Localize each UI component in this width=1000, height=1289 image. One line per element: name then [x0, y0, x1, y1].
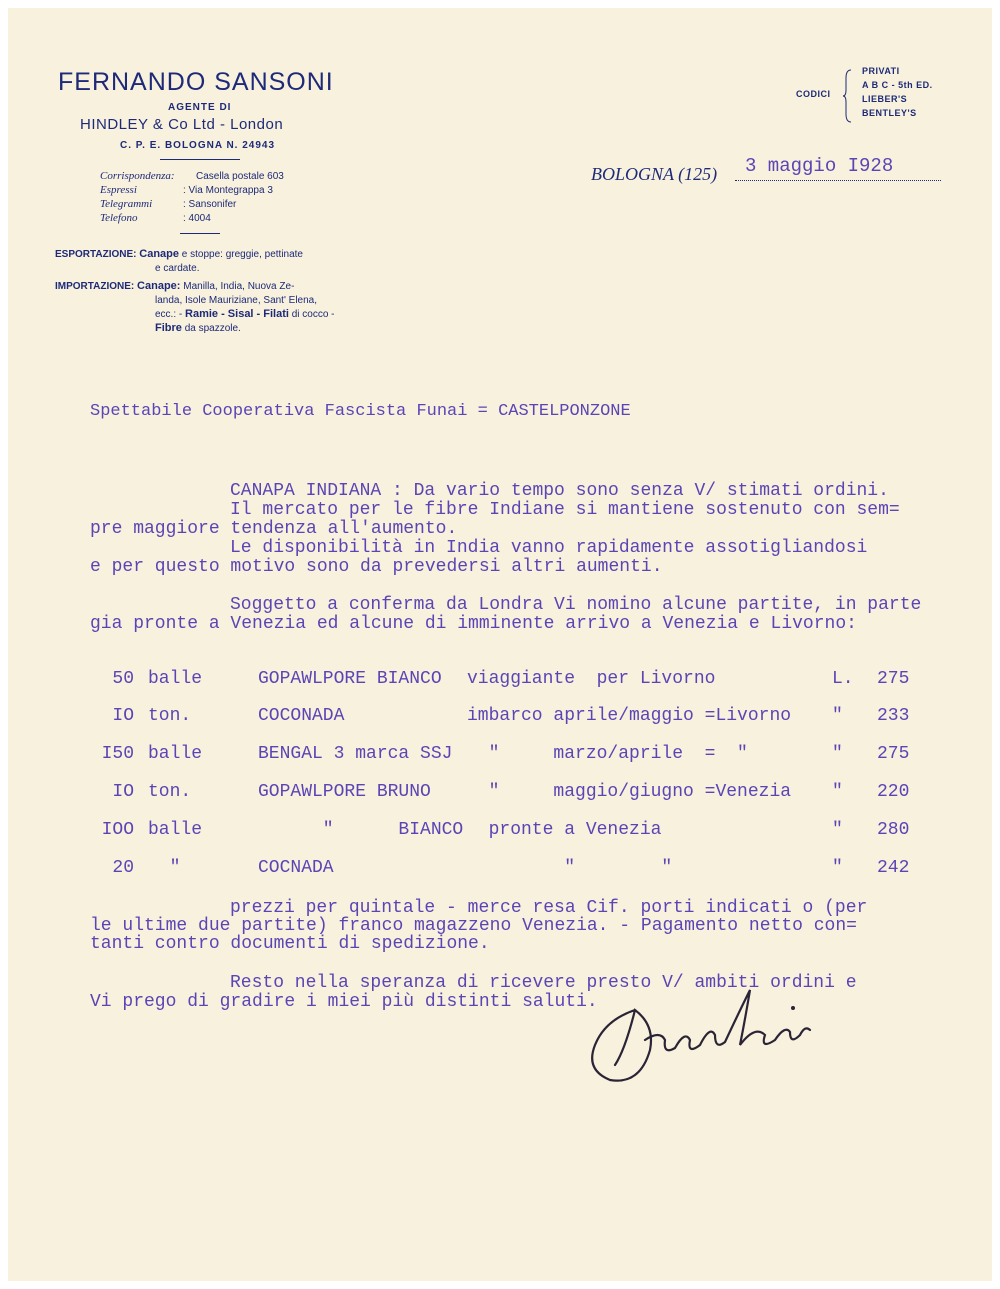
body-line: Le disponibilità in India vanno rapidamente assotigliandosi	[230, 538, 868, 558]
item-shipping: " marzo/aprile = "	[467, 744, 748, 764]
item-currency-mark: L.	[832, 669, 854, 689]
item-qty: IO	[112, 706, 134, 726]
item-price: 220	[877, 782, 910, 802]
letterhead-agent-of: AGENTE DI	[168, 102, 232, 113]
divider	[180, 233, 220, 234]
date-dotted-line	[735, 180, 941, 181]
body-line: Soggetto a conferma da Londra Vi nomino alcune partite, in parte	[230, 595, 922, 615]
item-product: GOPAWLPORE BIANCO	[258, 669, 442, 689]
item-currency-mark: "	[832, 782, 843, 802]
item-shipping: pronte a Venezia	[467, 820, 662, 840]
code-item: PRIVATI	[862, 66, 900, 76]
item-qty: 20	[112, 858, 134, 878]
item-qty: IO	[112, 782, 134, 802]
item-qty: 50	[112, 669, 134, 689]
item-price: 275	[877, 669, 910, 689]
import-text2: landa, Isole Mauriziane, Sant' Elena,	[155, 295, 318, 306]
ornament-divider	[160, 159, 240, 160]
contact-value: : Via Montegrappa 3	[183, 185, 273, 196]
letter-page	[8, 8, 992, 1281]
item-price: 280	[877, 820, 910, 840]
import-text4b: da spazzole.	[184, 323, 241, 334]
body-line: e per questo motivo sono da prevedersi altri aumenti.	[90, 557, 663, 577]
contact-label: Espressi	[100, 184, 137, 196]
code-item: BENTLEY'S	[862, 108, 917, 118]
code-item: LIEBER'S	[862, 94, 908, 104]
export-text: e stoppe: greggie, pettinate	[181, 249, 303, 260]
export-label: ESPORTAZIONE:	[55, 249, 137, 260]
item-unit: balle	[148, 669, 203, 689]
item-currency-mark: "	[832, 858, 843, 878]
closing-line: Resto nella speranza di ricevere presto V/ ambiti ordini e	[230, 973, 857, 993]
import-bold: Canape:	[137, 280, 181, 292]
import-text3a: ecc.: -	[155, 309, 183, 320]
closing-line: prezzi per quintale - merce resa Cif. porti indicati o (per	[230, 898, 868, 918]
item-unit: ton.	[148, 706, 192, 726]
import-text3c: di cocco -	[291, 309, 335, 320]
handwritten-signature	[565, 970, 835, 1095]
codes-label: CODICI	[796, 89, 831, 99]
import-line4	[155, 322, 241, 334]
item-price: 242	[877, 858, 910, 878]
contact-value: : 4004	[183, 213, 211, 224]
body-line: pre maggiore tendenza all'aumento.	[90, 519, 458, 539]
item-product: COCNADA	[258, 858, 334, 878]
import-text3b: Ramie - Sisal - Filati	[185, 308, 289, 320]
contact-value: : Sansonifer	[183, 199, 237, 210]
import-line	[55, 280, 294, 292]
item-price: 275	[877, 744, 910, 764]
import-text: Manilla, India, Nuova Ze-	[183, 281, 295, 292]
body-line: Il mercato per le fibre Indiane si mantiene sostenuto con sem=	[230, 500, 900, 520]
brace-icon	[843, 68, 855, 124]
import-line3	[155, 308, 335, 320]
item-unit: balle	[148, 744, 203, 764]
item-product: BENGAL 3 marca SSJ	[258, 744, 453, 764]
closing-line: tanti contro documenti di spedizione.	[90, 934, 490, 954]
contact-label: Corrispondenza:	[100, 170, 175, 182]
contact-value: Casella postale 603	[196, 171, 284, 182]
item-currency-mark: "	[832, 744, 843, 764]
item-qty: IOO	[101, 820, 134, 840]
contact-label: Telefono	[100, 212, 138, 224]
letter-date: 3 maggio I928	[745, 155, 894, 177]
closing-line: le ultime due partite) franco magazzeno Venezia. - Pagamento netto con=	[90, 916, 857, 936]
export-line	[55, 248, 303, 260]
item-qty: I50	[101, 744, 134, 764]
addressee: Spettabile Cooperativa Fascista Funai = CASTELPONZONE	[90, 402, 631, 421]
item-shipping: " maggio/giugno =Venezia	[467, 782, 792, 802]
code-item: A B C - 5th ED.	[862, 80, 933, 90]
item-shipping: imbarco aprile/maggio =Livorno	[467, 706, 792, 726]
item-unit: ton.	[148, 782, 192, 802]
letterhead-name: FERNANDO SANSONI	[58, 68, 334, 96]
contact-label: Telegrammi	[100, 198, 153, 210]
letterhead-cpe: C. P. E. BOLOGNA N. 24943	[120, 140, 276, 151]
item-shipping: " "	[467, 858, 673, 878]
item-unit: balle	[148, 820, 203, 840]
import-text4a: Fibre	[155, 322, 182, 334]
body-line: gia pronte a Venezia ed alcune di imminente arrivo a Venezia e Livorno:	[90, 614, 857, 634]
item-currency-mark: "	[832, 706, 843, 726]
closing-line: Vi prego di gradire i miei più distinti saluti.	[90, 992, 598, 1012]
item-product: COCONADA	[258, 706, 345, 726]
export-bold: Canape	[139, 248, 180, 260]
item-unit: "	[148, 858, 181, 878]
item-shipping: viaggiante per Livorno	[467, 669, 716, 689]
item-price: 233	[877, 706, 910, 726]
export-text2: e cardate.	[155, 263, 200, 274]
body-line: CANAPA INDIANA : Da vario tempo sono senza V/ stimati ordini.	[230, 481, 889, 501]
letterhead-company: HINDLEY & Co Ltd - London	[80, 116, 284, 133]
item-currency-mark: "	[832, 820, 843, 840]
import-label: IMPORTAZIONE:	[55, 281, 135, 292]
place: BOLOGNA (125)	[591, 164, 718, 184]
item-product: GOPAWLPORE BRUNO	[258, 782, 431, 802]
item-product: " BIANCO	[258, 820, 464, 840]
